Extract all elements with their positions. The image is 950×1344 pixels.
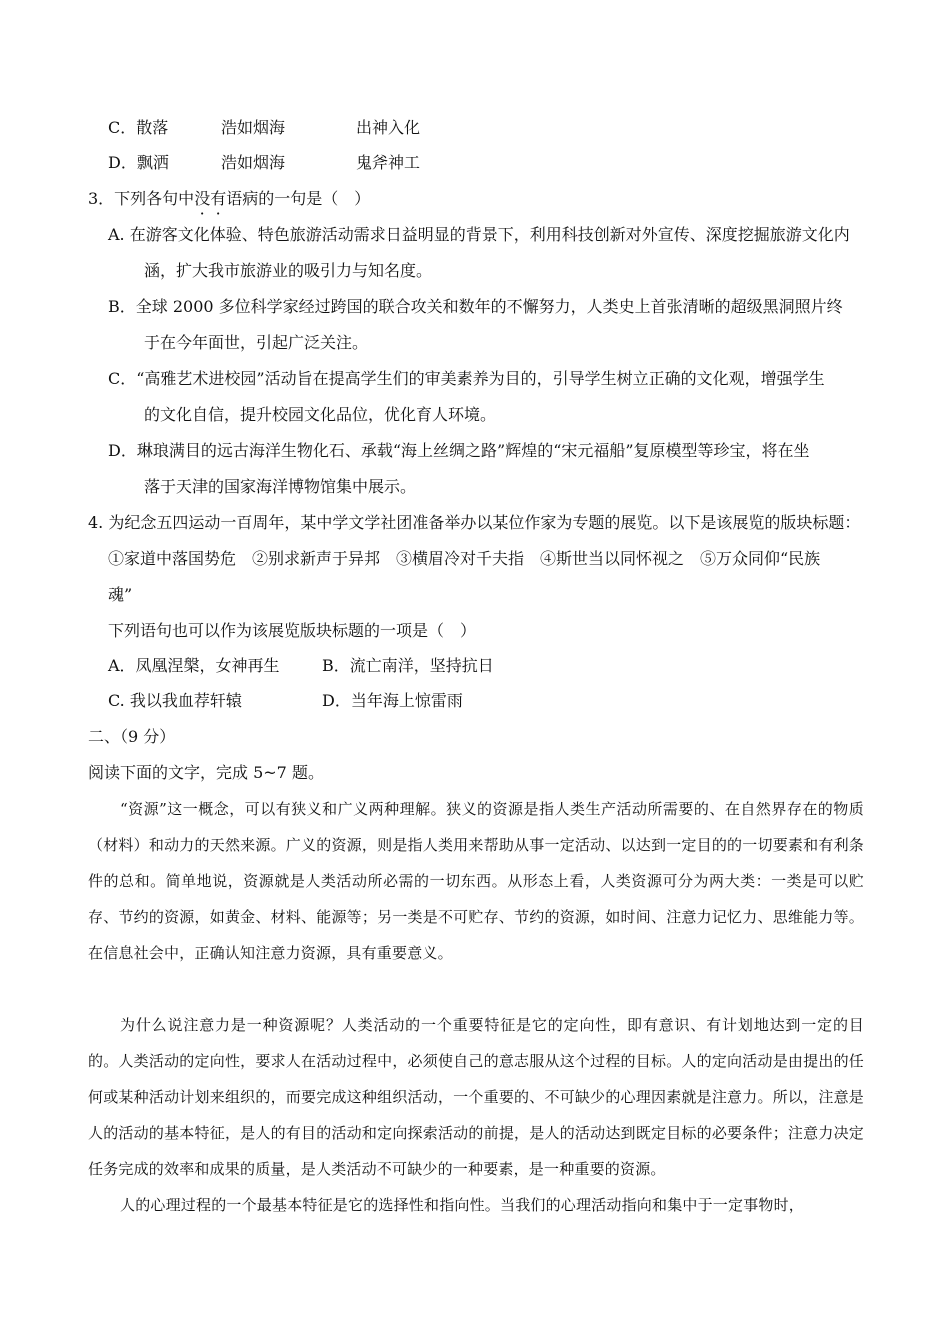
q2-option-c-word2: 浩如烟海 xyxy=(221,118,286,137)
q2-option-c xyxy=(108,118,168,138)
q3-option-d-line2: 落于天津的国家海洋博物馆集中展示。 xyxy=(144,477,417,496)
q4-option-a: A．凤凰涅槃，女神再生 xyxy=(108,656,280,675)
q3-option-b-line1: B．全球 2000 多位科学家经过跨国的联合攻关和数年的不懈努力，人类史上首张清晰的超级黑洞照片终 xyxy=(108,297,843,316)
q3-option-d-line1: D．琳琅满目的远古海洋生物化石、承载“海上丝绸之路”辉煌的“宋元福船”复原模型等珍宝，将在坐 xyxy=(108,441,810,460)
q4-titles-line1: ①家道中落国势危 ②别求新声于异邦 ③横眉冷对千夫指 ④斯世当以同怀视之 ⑤万众同仰“民族 xyxy=(108,549,821,568)
passage-paragraph-3: 人的心理过程的一个最基本特征是它的选择性和指向性。当我们的心理活动指向和集中于一定事物时， xyxy=(120,1196,805,1214)
q4-stem: 4. 为纪念五四运动一百周年，某中学文学社团准备举办以某位作家为专题的展览。以下是该展览的版块标题： xyxy=(88,513,861,532)
q4-option-b: B．流亡南洋，坚持抗日 xyxy=(322,656,494,675)
q4-option-c: C. 我以我血荐轩辕 xyxy=(108,691,242,710)
passage-paragraph-2: 为什么说注意力是一种资源呢？人类活动的一个重要特征是它的定向性，即有意识、有计划地达到一定的目的。人类活动的定向性，要求人在活动过程中，必须使自己的意志服从这个过程的目标。人的定向活动是由提出的任何或某种活动计划来组织的，而要完成这种组织活动，一个重要的、不可缺少的心理因素就是注意力。所以，注意是人的活动的基本特征，是人的有目的活动和定向探索活动的前提，是人的活动达到既定目标的必要条件；注意力决定任务完成的效率和成果的质量，是人类活动不可缺少的一种要素，是一种重要的资源。 xyxy=(88,1016,864,1178)
q3-option-c-line1: C．“高雅艺术进校园”活动旨在提高学生们的审美素养为目的，引导学生树立正确的文化观，增强学生 xyxy=(108,369,825,388)
q3-stem xyxy=(88,189,370,209)
q3-option-c-line2: 的文化自信，提升校园文化品位，优化育人环境。 xyxy=(144,405,497,424)
q4-option-d: D．当年海上惊雷雨 xyxy=(322,691,463,710)
q2-option-d-word2: 浩如烟海 xyxy=(221,153,286,172)
q2-option-d-label: D．飘洒 xyxy=(108,153,169,172)
q2-option-c-word3: 出神入化 xyxy=(356,118,421,137)
q3-stem-before: 3．下列各句中 xyxy=(88,189,195,208)
q2-option-d xyxy=(108,153,169,173)
q4-titles-line2: 魂” xyxy=(108,585,133,604)
q3-option-a-line2: 涵，扩大我市旅游业的吸引力与知名度。 xyxy=(144,261,433,280)
q2-option-c-label: C．散落 xyxy=(108,118,169,137)
q3-option-a-line1: A. 在游客文化体验、特色旅游活动需求日益明显的背景下，利用科技创新对外宣传、深度挖掘旅游文化内 xyxy=(108,225,850,244)
q3-stem-emphasis-1: 没 xyxy=(194,189,211,208)
q4-question: 下列语句也可以作为该展览版块标题的一项是（ ） xyxy=(108,621,477,640)
q3-stem-after: 语病的一句是（ ） xyxy=(226,189,371,208)
passage-paragraph-1: “资源”这一概念，可以有狭义和广义两种理解。狭义的资源是指人类生产活动所需要的、在自然界存在的物质（材料）和动力的天然来源。广义的资源，则是指人类用来帮助从事一定活动、以达到一定目的的一切要素和有利条件的总和。简单地说，资源就是人类活动所必需的一切东西。从形态上看，人类资源可分为两大类：一类是可以贮存、节约的资源，如黄金、材料、能源等；另一类是不可贮存、节约的资源，如时间、注意力记忆力、思维能力等。在信息社会中，正确认知注意力资源，具有重要意义。 xyxy=(88,800,864,962)
q3-option-b-line2: 于在今年面世，引起广泛关注。 xyxy=(144,333,369,352)
section-heading: 二、（9 分） xyxy=(88,727,176,746)
section-instruction: 阅读下面的文字，完成 5~7 题。 xyxy=(88,763,324,782)
q3-stem-emphasis-2: 有 xyxy=(210,189,227,208)
q2-option-d-word3: 鬼斧神工 xyxy=(356,153,421,172)
